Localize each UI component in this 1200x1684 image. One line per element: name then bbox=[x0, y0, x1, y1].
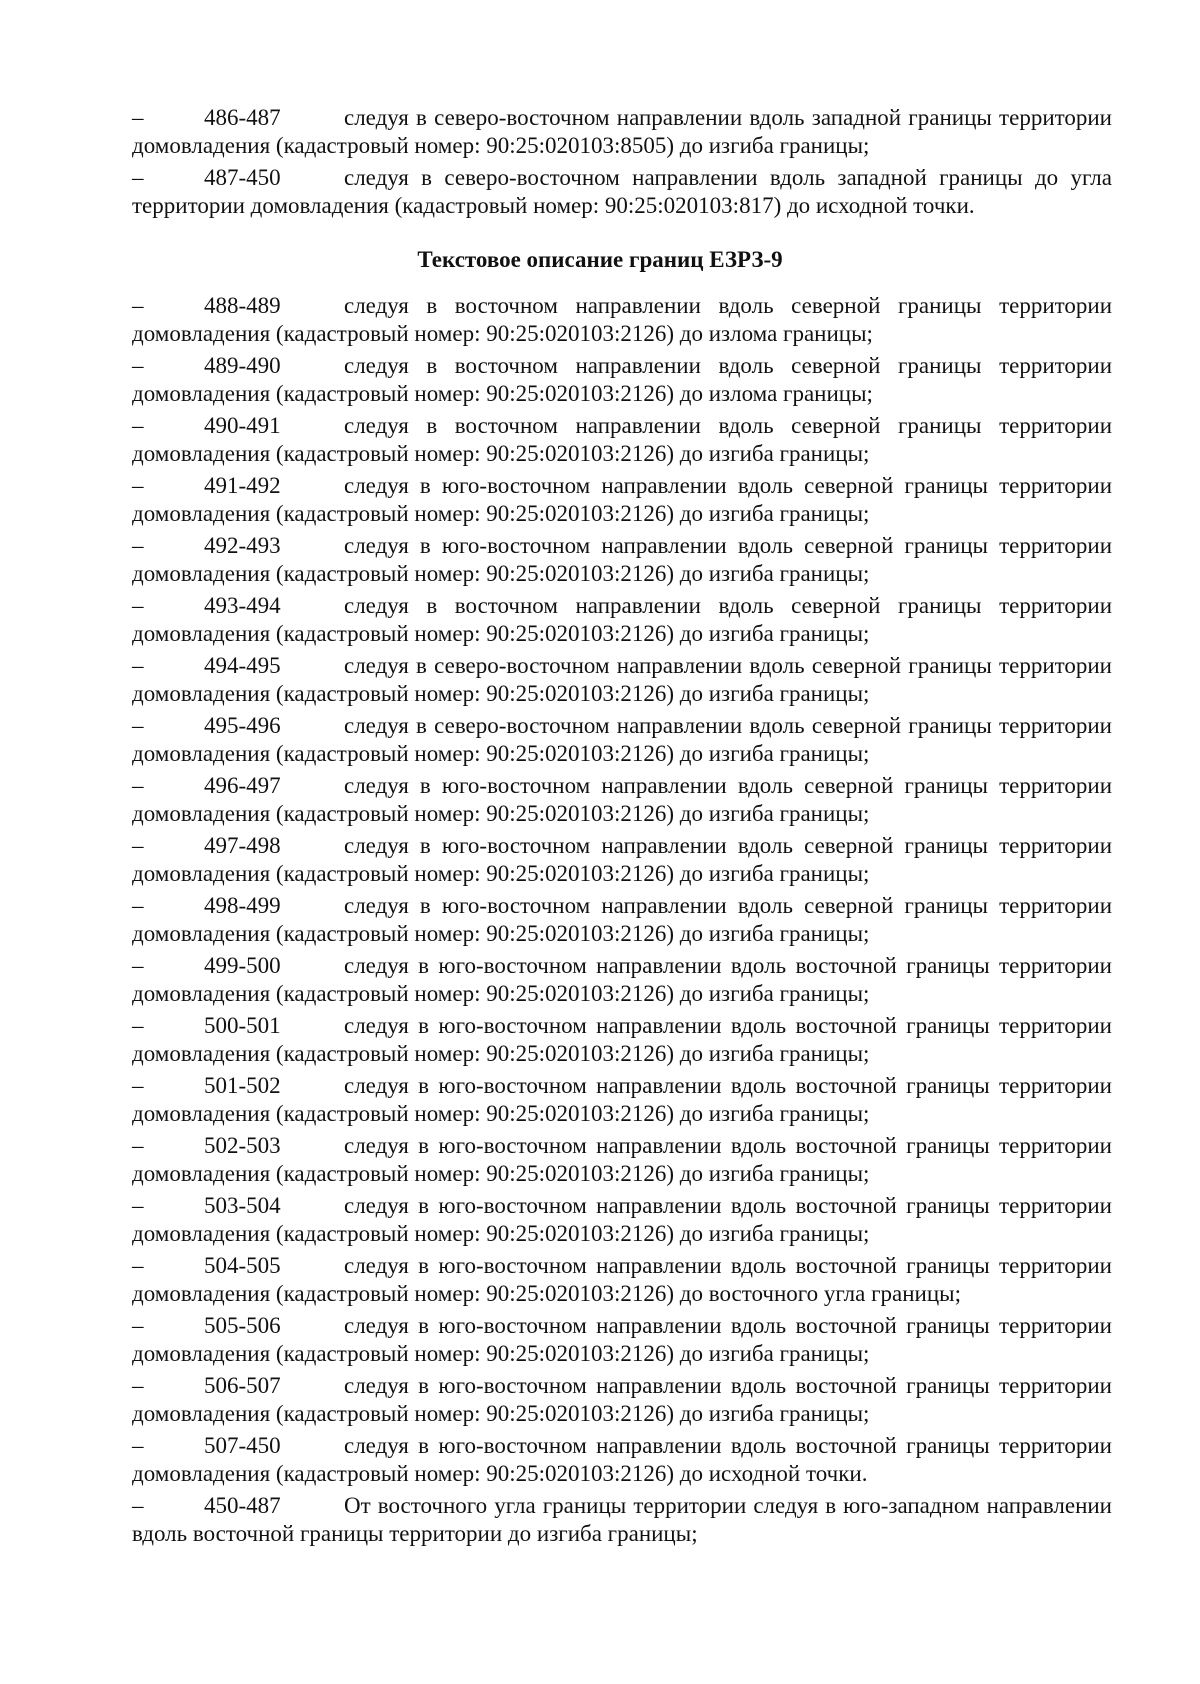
entry-dash: – bbox=[132, 653, 144, 678]
entry-code: 498-499 bbox=[204, 893, 281, 918]
entry-text: следуя в восточном направлении вдоль северной границы территории домовладения (кадастровый номер: 90:25:020103:2126) до излома границы; bbox=[132, 353, 1112, 406]
entry-dash: – bbox=[132, 893, 144, 918]
entry-dash: – bbox=[132, 105, 144, 130]
entry-dash: – bbox=[132, 165, 144, 190]
boundary-entry bbox=[132, 352, 1112, 408]
entry-dash: – bbox=[132, 1073, 144, 1098]
entry-code: 489-490 bbox=[204, 353, 281, 378]
entry-code: 501-502 bbox=[204, 1073, 281, 1098]
boundary-entry bbox=[132, 472, 1112, 528]
top-entries bbox=[132, 104, 1112, 224]
boundary-entry bbox=[132, 1012, 1112, 1068]
entry-text: следуя в северо-восточном направлении вдоль северной границы территории домовладения (кадастровый номер: 90:25:020103:2126) до изгиба границы; bbox=[132, 653, 1112, 706]
boundary-entry bbox=[132, 892, 1112, 948]
entry-code: 505-506 bbox=[204, 1313, 281, 1338]
boundary-entry bbox=[132, 832, 1112, 888]
entry-code: 491-492 bbox=[204, 473, 281, 498]
boundary-entry bbox=[132, 532, 1112, 588]
entry-text: следуя в юго-восточном направлении вдоль северной границы территории домовладения (кадастровый номер: 90:25:020103:2126) до изгиба границы; bbox=[132, 893, 1112, 946]
entry-code: 500-501 bbox=[204, 1013, 281, 1038]
boundary-entry bbox=[132, 592, 1112, 648]
entry-dash: – bbox=[132, 1313, 144, 1338]
entry-dash: – bbox=[132, 293, 144, 318]
entry-text: следуя в юго-восточном направлении вдоль северной границы территории домовладения (кадастровый номер: 90:25:020103:2126) до изгиба границы; bbox=[132, 773, 1112, 826]
entry-text: От восточного угла границы территории следуя в юго-западном направлении вдоль восточной границы территории до изгиба границы; bbox=[132, 1493, 1112, 1546]
entry-dash: – bbox=[132, 593, 144, 618]
entry-code: 497-498 bbox=[204, 833, 281, 858]
entry-text: следуя в юго-восточном направлении вдоль восточной границы территории домовладения (кадастровый номер: 90:25:020103:2126) до изгиба границы; bbox=[132, 1193, 1112, 1246]
entry-code: 488-489 bbox=[204, 293, 281, 318]
entry-dash: – bbox=[132, 1373, 144, 1398]
entry-dash: – bbox=[132, 953, 144, 978]
entry-code: 495-496 bbox=[204, 713, 281, 738]
entry-code: 503-504 bbox=[204, 1193, 281, 1218]
boundary-entry bbox=[132, 952, 1112, 1008]
entry-code: 504-505 bbox=[204, 1253, 281, 1278]
boundary-entry bbox=[132, 652, 1112, 708]
entry-dash: – bbox=[132, 533, 144, 558]
boundary-entry bbox=[132, 772, 1112, 828]
entry-text: следуя в юго-восточном направлении вдоль восточной границы территории домовладения (кадастровый номер: 90:25:020103:2126) до изгиба границы; bbox=[132, 1313, 1112, 1366]
boundary-entry bbox=[132, 1252, 1112, 1308]
boundary-entry bbox=[132, 1492, 1112, 1548]
entry-text: следуя в восточном направлении вдоль северной границы территории домовладения (кадастровый номер: 90:25:020103:2126) до излома границы; bbox=[132, 293, 1112, 346]
entry-code: 502-503 bbox=[204, 1133, 281, 1158]
entry-text: следуя в юго-восточном направлении вдоль восточной границы территории домовладения (кадастровый номер: 90:25:020103:2126) до изгиба границы; bbox=[132, 953, 1112, 1006]
entry-code: 494-495 bbox=[204, 653, 281, 678]
entry-text: следуя в юго-восточном направлении вдоль восточной границы территории домовладения (кадастровый номер: 90:25:020103:2126) до восточного угла границы; bbox=[132, 1253, 1112, 1306]
entry-text: следуя в юго-восточном направлении вдоль восточной границы территории домовладения (кадастровый номер: 90:25:020103:2126) до изгиба границы; bbox=[132, 1073, 1112, 1126]
boundary-entry bbox=[132, 1072, 1112, 1128]
entry-code: 499-500 bbox=[204, 953, 281, 978]
boundary-entry bbox=[132, 412, 1112, 468]
entry-dash: – bbox=[132, 1493, 144, 1518]
boundary-entry bbox=[132, 712, 1112, 768]
entry-text: следуя в северо-восточном направлении вдоль западной границы территории домовладения (кадастровый номер: 90:25:020103:8505) до изгиба границы; bbox=[132, 105, 1112, 158]
boundary-entry bbox=[132, 164, 1112, 220]
entry-text: следуя в восточном направлении вдоль северной границы территории домовладения (кадастровый номер: 90:25:020103:2126) до изгиба границы; bbox=[132, 593, 1112, 646]
entry-dash: – bbox=[132, 353, 144, 378]
entry-text: следуя в юго-восточном направлении вдоль восточной границы территории домовладения (кадастровый номер: 90:25:020103:2126) до изгиба границы; bbox=[132, 1133, 1112, 1186]
section-title: Текстовое описание границ ЕЗРЗ-9 bbox=[417, 247, 783, 272]
entry-dash: – bbox=[132, 413, 144, 438]
entry-dash: – bbox=[132, 473, 144, 498]
entry-text: следуя в северо-восточном направлении вдоль западной границы до угла территории домовладения (кадастровый номер: 90:25:020103:817) до исходной точки. bbox=[132, 165, 1112, 218]
entry-code: 496-497 bbox=[204, 773, 281, 798]
entry-code: 506-507 bbox=[204, 1373, 281, 1398]
boundary-entry bbox=[132, 1132, 1112, 1188]
entry-code: 492-493 bbox=[204, 533, 281, 558]
entry-text: следуя в северо-восточном направлении вдоль северной границы территории домовладения (кадастровый номер: 90:25:020103:2126) до изгиба границы; bbox=[132, 713, 1112, 766]
entry-dash: – bbox=[132, 833, 144, 858]
boundary-entry bbox=[132, 1372, 1112, 1428]
entry-code: 450-487 bbox=[204, 1493, 281, 1518]
entry-dash: – bbox=[132, 1433, 144, 1458]
entry-text: следуя в юго-восточном направлении вдоль восточной границы территории домовладения (кадастровый номер: 90:25:020103:2126) до изгиба границы; bbox=[132, 1013, 1112, 1066]
entry-dash: – bbox=[132, 1133, 144, 1158]
boundary-entry bbox=[132, 292, 1112, 348]
entry-dash: – bbox=[132, 773, 144, 798]
entry-dash: – bbox=[132, 1013, 144, 1038]
entry-text: следуя в юго-восточном направлении вдоль восточной границы территории домовладения (кадастровый номер: 90:25:020103:2126) до изгиба границы; bbox=[132, 1373, 1112, 1426]
boundary-entry bbox=[132, 104, 1112, 160]
entry-code: 486-487 bbox=[204, 105, 281, 130]
entry-text: следуя в восточном направлении вдоль северной границы территории домовладения (кадастровый номер: 90:25:020103:2126) до изгиба границы; bbox=[132, 413, 1112, 466]
entry-code: 507-450 bbox=[204, 1433, 281, 1458]
entry-text: следуя в юго-восточном направлении вдоль северной границы территории домовладения (кадастровый номер: 90:25:020103:2126) до изгиба границы; bbox=[132, 473, 1112, 526]
entry-text: следуя в юго-восточном направлении вдоль северной границы территории домовладения (кадастровый номер: 90:25:020103:2126) до изгиба границы; bbox=[132, 533, 1112, 586]
entry-dash: – bbox=[132, 1193, 144, 1218]
boundary-entries bbox=[132, 292, 1112, 1552]
boundary-entry bbox=[132, 1312, 1112, 1368]
entry-code: 490-491 bbox=[204, 413, 281, 438]
entry-code: 493-494 bbox=[204, 593, 281, 618]
entry-text: следуя в юго-восточном направлении вдоль восточной границы территории домовладения (кадастровый номер: 90:25:020103:2126) до исходной точки. bbox=[132, 1433, 1112, 1486]
entry-text: следуя в юго-восточном направлении вдоль северной границы территории домовладения (кадастровый номер: 90:25:020103:2126) до изгиба границы; bbox=[132, 833, 1112, 886]
boundary-entry bbox=[132, 1192, 1112, 1248]
entry-code: 487-450 bbox=[204, 165, 281, 190]
boundary-entry bbox=[132, 1432, 1112, 1488]
entry-dash: – bbox=[132, 1253, 144, 1278]
entry-dash: – bbox=[132, 713, 144, 738]
